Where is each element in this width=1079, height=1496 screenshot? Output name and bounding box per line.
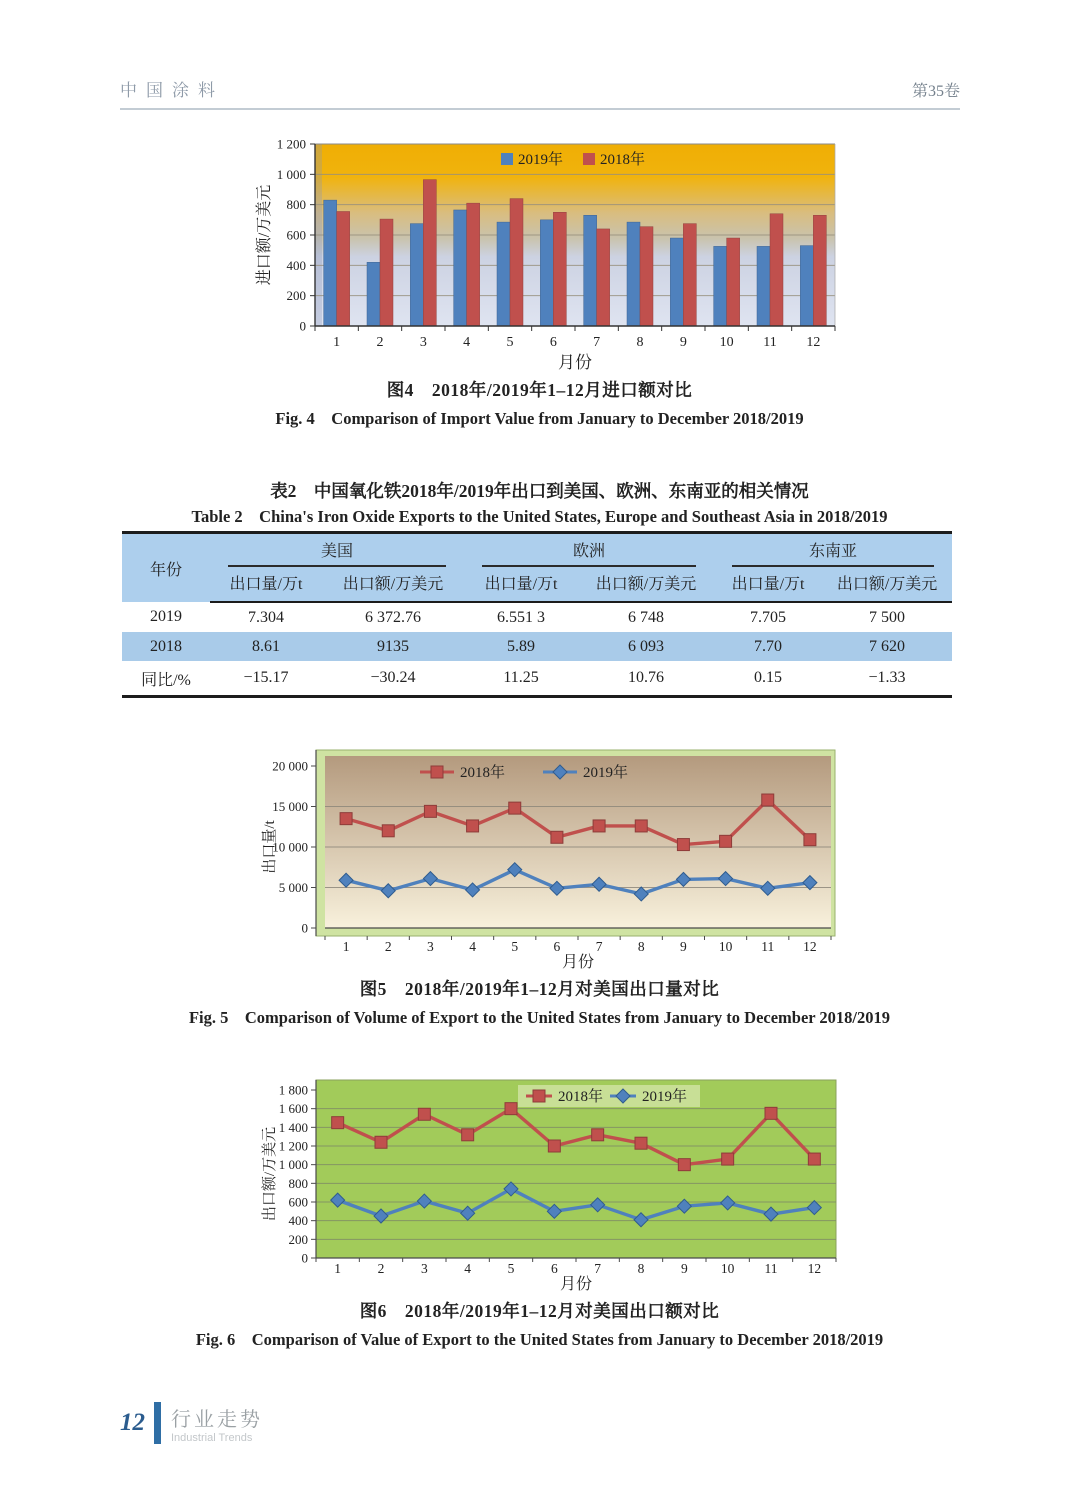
svg-text:10: 10: [719, 335, 734, 350]
svg-text:2: 2: [377, 1261, 385, 1276]
table-cell: −1.33: [868, 669, 906, 686]
svg-text:7: 7: [593, 335, 601, 350]
svg-text:1 600: 1 600: [278, 1101, 308, 1117]
fig6-caption: [0, 1298, 1079, 1350]
fig4-caption-cn: 图4 2018年/2019年1–12月进口额对比: [386, 380, 693, 400]
svg-text:3: 3: [419, 335, 427, 350]
table-cell: −30.24: [370, 669, 416, 686]
table-cell: 6.551 3: [497, 608, 546, 626]
table-row: [122, 632, 952, 661]
fig5-caption-en: Fig. 5 Comparison of Volume of Export to the United States from January to December 2018/2019: [188, 1008, 891, 1027]
table-cell: 7.70: [714, 632, 822, 661]
svg-text:200: 200: [286, 288, 306, 304]
svg-text:月份: 月份: [558, 353, 592, 372]
table-cell-year: 同比/%: [141, 671, 191, 689]
fig4-bar-chart: [253, 130, 843, 387]
table-header-region: 欧洲: [464, 533, 714, 568]
svg-text:月份: 月份: [559, 1276, 593, 1293]
svg-text:2018年: 2018年: [558, 1089, 604, 1105]
fig6-caption-cn: 图6 2018年/2019年1–12月对美国出口额对比: [359, 1301, 720, 1321]
svg-text:0: 0: [301, 920, 308, 936]
fig6-caption-en: Fig. 6 Comparison of Value of Export to the United States from January to December 2018/2019: [195, 1330, 884, 1349]
svg-text:10 000: 10 000: [272, 839, 308, 855]
table-cell-year: 2019: [150, 608, 182, 625]
table-cell: 10.76: [628, 669, 665, 686]
fig4-svg: [253, 130, 843, 382]
svg-text:1 000: 1 000: [276, 166, 306, 182]
table-cell: 11.25: [503, 669, 539, 686]
svg-text:月份: 月份: [561, 954, 595, 971]
fig4-caption-en: Fig. 4 Comparison of Import Value from January to December 2018/2019: [275, 409, 804, 428]
svg-text:600: 600: [286, 227, 306, 243]
table-cell: 6 748: [628, 608, 665, 626]
svg-text:4: 4: [464, 1261, 472, 1276]
svg-text:8: 8: [637, 939, 645, 954]
svg-text:2019年: 2019年: [583, 765, 629, 781]
svg-text:4: 4: [469, 939, 476, 954]
svg-text:1: 1: [342, 939, 350, 954]
section-title-en: Industrial Trends: [171, 1431, 253, 1444]
table-cell: −15.17: [243, 669, 289, 686]
svg-text:20 000: 20 000: [272, 758, 308, 774]
svg-text:6: 6: [550, 1261, 558, 1276]
svg-text:10: 10: [720, 1261, 735, 1276]
svg-text:9: 9: [679, 335, 687, 350]
svg-text:1 200: 1 200: [276, 136, 306, 152]
svg-text:2: 2: [376, 335, 384, 350]
fig5-line-chart: [258, 742, 843, 977]
table-cell: 9135: [322, 632, 464, 661]
table-subheader: 出口额/万美元: [822, 567, 952, 602]
footer-divider-bar: [154, 1402, 161, 1444]
svg-text:12: 12: [807, 1261, 822, 1276]
page-number: 12: [120, 1409, 145, 1436]
svg-text:3: 3: [420, 1261, 428, 1276]
svg-text:6: 6: [553, 939, 561, 954]
fig6-line-chart: [258, 1070, 843, 1301]
table-cell: 5.89: [464, 632, 578, 661]
svg-text:12: 12: [806, 335, 821, 350]
svg-text:3: 3: [427, 939, 434, 954]
svg-text:0: 0: [299, 318, 306, 334]
svg-text:8: 8: [637, 1261, 645, 1276]
svg-text:1 400: 1 400: [278, 1119, 308, 1135]
svg-text:11: 11: [763, 335, 777, 350]
svg-text:10: 10: [718, 939, 733, 954]
table-cell: 7 620: [822, 632, 952, 661]
svg-text:进口额/万美元: 进口额/万美元: [256, 184, 273, 286]
fig4-caption: [0, 377, 1079, 429]
svg-text:2: 2: [384, 939, 392, 954]
table-cell: 7.705: [750, 608, 787, 626]
table-cell: 0.15: [754, 669, 783, 686]
svg-text:400: 400: [286, 257, 306, 273]
svg-text:5: 5: [506, 335, 514, 350]
table-cell: 7.304: [248, 608, 284, 626]
table-subheader: 出口额/万美元: [322, 567, 464, 602]
footer-section: [171, 1403, 263, 1444]
fig5-host-svg: [258, 742, 843, 972]
svg-text:800: 800: [286, 197, 306, 213]
table-subheader: 出口量/万t: [210, 567, 322, 602]
svg-text:600: 600: [288, 1194, 308, 1210]
svg-text:2018年: 2018年: [460, 765, 506, 781]
svg-text:7: 7: [594, 1261, 602, 1276]
table2-title-en: Table 2 China's Iron Oxide Exports to the United States, Europe and Southeast Asia in 2018/2019: [191, 507, 888, 526]
table-subheader: 出口量/万t: [464, 567, 578, 602]
table-cell: 6 093: [578, 632, 714, 661]
fig6-host-svg: [258, 1070, 843, 1296]
svg-text:200: 200: [288, 1231, 308, 1247]
table-cell: 8.61: [210, 632, 322, 661]
table-cell: 7 500: [869, 608, 906, 626]
svg-text:4: 4: [463, 335, 471, 350]
svg-text:11: 11: [764, 1261, 778, 1276]
svg-text:1 800: 1 800: [278, 1082, 308, 1098]
svg-text:400: 400: [288, 1213, 308, 1229]
table-row: [122, 602, 952, 632]
svg-text:11: 11: [761, 939, 775, 954]
svg-text:出口额/万美元: 出口额/万美元: [262, 1126, 278, 1222]
table-header-region: 美国: [210, 533, 464, 568]
svg-text:9: 9: [680, 1261, 688, 1276]
table-header-region: 东南亚: [714, 533, 952, 568]
table-row: [122, 661, 952, 697]
svg-text:7: 7: [595, 939, 603, 954]
table-subheader: 出口量/万t: [714, 567, 822, 602]
journal-title: 中国涂料: [120, 81, 224, 100]
fig5-caption-cn: 图5 2018年/2019年1–12月对美国出口量对比: [359, 979, 720, 999]
table-cell: 6 372.76: [365, 608, 421, 626]
svg-text:6: 6: [549, 335, 557, 350]
svg-text:5 000: 5 000: [278, 880, 308, 895]
fig5-caption: [0, 976, 1079, 1028]
svg-text:出口量/t: 出口量/t: [262, 820, 278, 874]
svg-text:2018年: 2018年: [600, 152, 646, 168]
page-header: [120, 76, 960, 110]
svg-text:8: 8: [636, 335, 644, 350]
volume-label: 第35卷: [911, 83, 960, 100]
exports-data-table: [122, 531, 952, 698]
svg-text:1 000: 1 000: [278, 1157, 308, 1173]
table-subheader: 出口额/万美元: [578, 567, 714, 602]
svg-text:5: 5: [507, 1261, 515, 1276]
svg-text:15 000: 15 000: [272, 799, 308, 814]
table-header-year: 年份: [122, 533, 210, 603]
table2-wrapper: [122, 531, 952, 698]
svg-text:1: 1: [333, 335, 341, 350]
svg-text:2019年: 2019年: [518, 152, 564, 168]
table-cell-year: 2018: [122, 632, 210, 661]
svg-text:9: 9: [680, 939, 687, 954]
svg-text:12: 12: [803, 939, 817, 954]
svg-text:5: 5: [511, 939, 519, 954]
table2-title-cn: 表2 中国氧化铁2018年/2019年出口到美国、欧洲、东南亚的相关情况: [270, 481, 809, 501]
svg-text:800: 800: [288, 1175, 308, 1191]
svg-text:1 200: 1 200: [278, 1138, 308, 1154]
svg-text:0: 0: [301, 1250, 308, 1266]
svg-text:1: 1: [334, 1261, 342, 1276]
page-footer: [120, 1402, 263, 1444]
svg-text:2019年: 2019年: [642, 1089, 688, 1105]
section-title-cn: 行业走势: [171, 1408, 263, 1431]
